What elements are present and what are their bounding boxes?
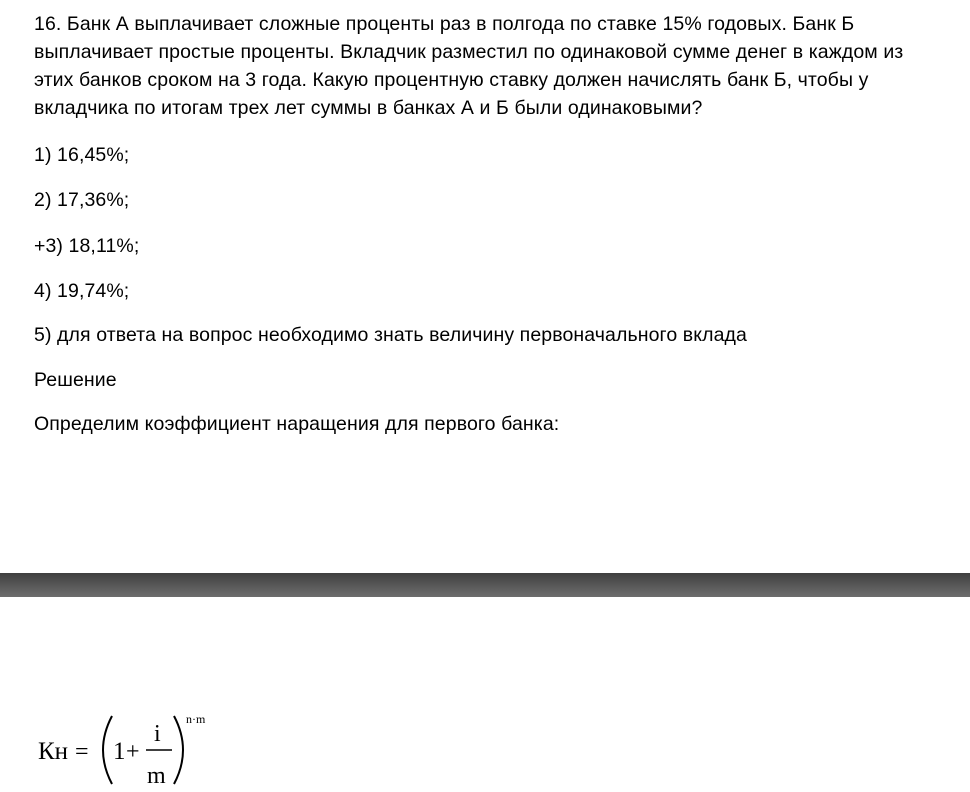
answer-option-5: 5) для ответа на вопрос необходимо знать величину первоначального вклада [34,324,747,346]
answer-option-3: +3) 18,11%; [34,235,140,257]
page-break-bar [0,573,970,597]
definition-text: Определим коэффициент наращения для первого банка: [34,413,560,435]
formula-exponent: n·m [186,712,206,726]
formula-numerator: i [154,721,161,747]
formula-denominator: m [147,763,166,789]
solution-heading: Решение [34,369,117,391]
formula-right-paren [174,716,183,784]
question-text: 16. Банк А выплачивает сложные проценты раз в полгода по ставке 15% годовых. Банк Б выплачивает простые проценты. Вкладчик разместил по одинаковой сумме денег в каждом из этих банков сроком на 3 года. Какую процентную ставку должен начислять банк Б, чтобы у вкладчика по итогам трех лет суммы в банках А и Б были одинаковыми? [34,13,904,119]
formula-equals: = [75,739,89,765]
accumulation-formula [0,705,260,792]
formula-left-paren [103,716,112,784]
formula-one: 1 [113,738,126,765]
formula-svg [0,705,260,792]
formula-plus: + [126,739,140,765]
formula-lhs: Кн [38,738,69,765]
answer-option-1: 1) 16,45%; [34,144,130,166]
answer-option-2: 2) 17,36%; [34,189,130,211]
answer-option-4: 4) 19,74%; [34,280,130,302]
